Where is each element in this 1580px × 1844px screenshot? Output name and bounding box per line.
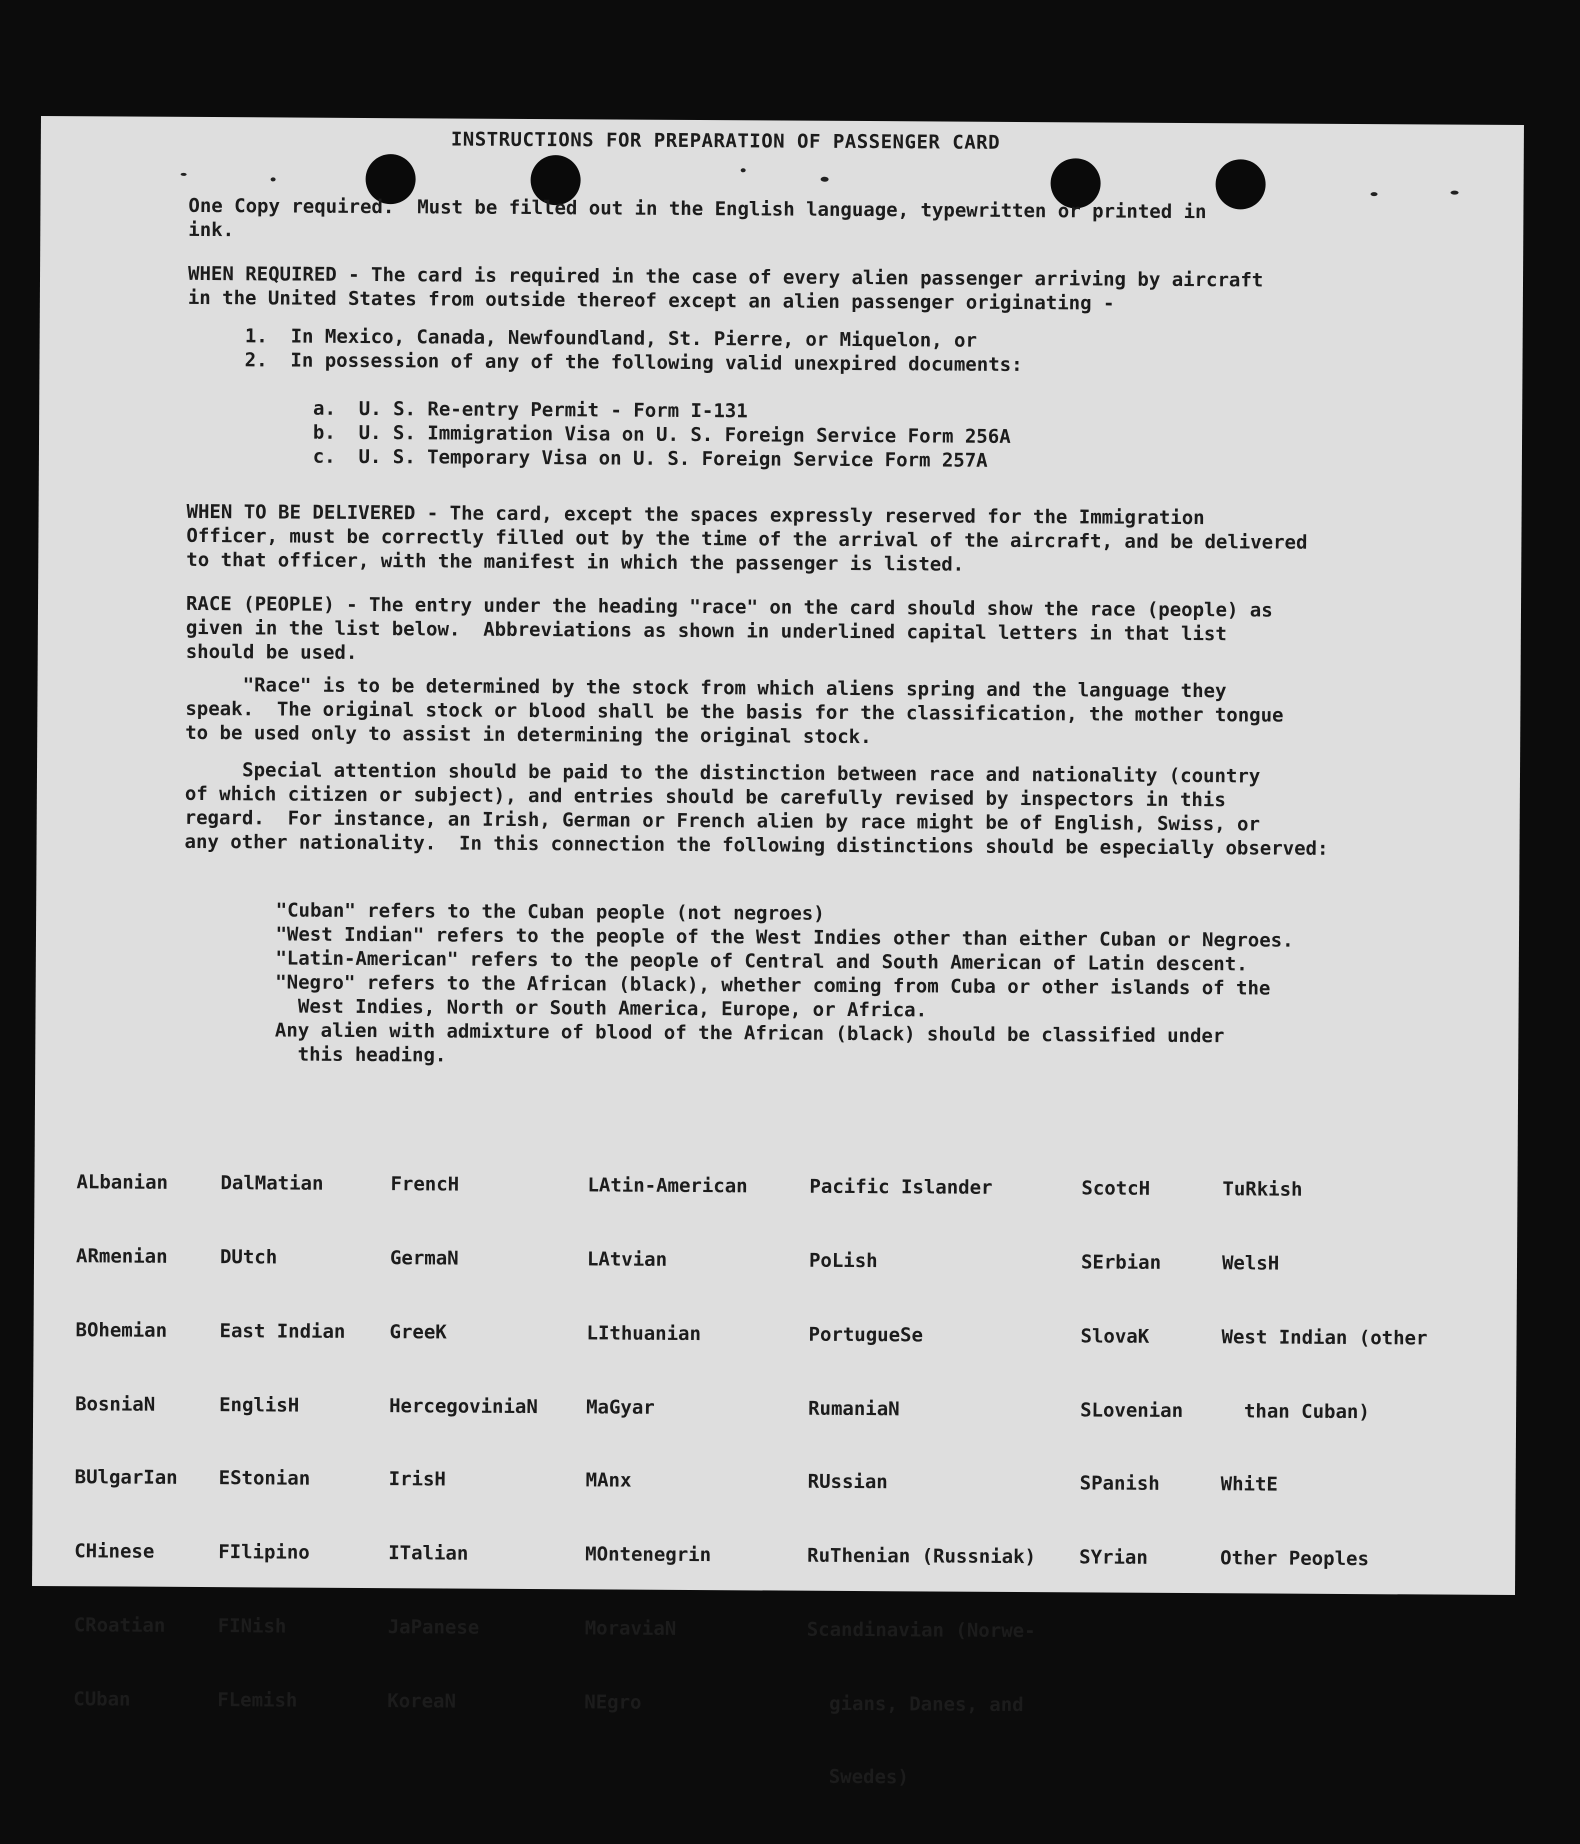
race-item: SErbian: [1080, 1251, 1162, 1274]
when-delivered-paragraph: WHEN TO BE DELIVERED - The card, except the spaces expressly reserved for the Immigration Officer, must be correctly filled out by the time of the arrival of the aircraft, and be delivered to that officer, with the manifest in which the passenger is listed.: [186, 500, 1308, 576]
race-item: WhitE: [1220, 1473, 1278, 1496]
race-item: HercegoviniaN: [389, 1394, 538, 1418]
race-item: GreeK: [389, 1320, 447, 1344]
race-item: PoLish: [808, 1249, 878, 1273]
origin-list: 1. In Mexico, Canada, Newfoundland, St. Pierre, or Miquelon, or 2. In possession of any of the following valid unexpired documents:: [187, 324, 1023, 377]
race-item: Other Peoples: [1220, 1547, 1369, 1571]
when-required-paragraph: WHEN REQUIRED - The card is required in the case of every alien passenger arriving by aircraft in the United States from outside thereof except an alien passenger originating -: [187, 262, 1264, 315]
race-item: PortugueSe: [808, 1323, 924, 1347]
distinctions-list: "Cuban" refers to the Cuban people (not negroes) "West Indian" refers to the people of the West Indies other than either Cuban or Negroes. "Latin-American" refers to the people of Central and South American of Latin descent. "Negro" refers to the African (black), whether coming from Cuba or other islands of the West Indies, North or South America, Europe, or Africa. Any alien with admixture of blood of the African (black) should be classified under this heading.: [183, 898, 1294, 1067]
race-item: MAnx: [585, 1469, 632, 1492]
race-item: East Indian: [219, 1319, 346, 1343]
race-item: CHinese: [74, 1540, 155, 1563]
race-item: CUban: [73, 1687, 131, 1711]
race-item: ALbanian: [76, 1171, 169, 1194]
race-item: LAtin-American: [587, 1174, 748, 1198]
race-item: West Indian (other: [1221, 1325, 1428, 1350]
race-item: EnglisH: [219, 1393, 300, 1417]
race-item: JaPanese: [387, 1616, 480, 1639]
race-item: MoraviaN: [584, 1617, 677, 1640]
race-item: ARmenian: [75, 1245, 168, 1268]
race-item: gians, Danes, and: [806, 1692, 1024, 1716]
race-item: DalMatian: [220, 1172, 324, 1195]
race-item: than Cuban): [1221, 1399, 1370, 1423]
page-title: INSTRUCTIONS FOR PREPARATION OF PASSENGER CARD: [450, 128, 1001, 154]
race-item: SPanish: [1079, 1472, 1160, 1496]
race-column-4: [584, 1124, 748, 1764]
document-list: a. U. S. Re-entry Permit - Form I-131 b. U. S. Immigration Visa on U. S. Foreign Service Form 256A c. U. S. Temporary Visa on U. S. Foreign Service Form 257A: [186, 396, 1011, 472]
race-item: Scandinavian (Norwe-: [806, 1618, 1036, 1642]
race-column-7: [1220, 1128, 1429, 1621]
race-item: IrisH: [388, 1468, 446, 1491]
race-item: Swedes): [805, 1766, 909, 1789]
race-item: NEgro: [584, 1691, 642, 1714]
race-item: EStonian: [218, 1467, 311, 1490]
race-column-6: [1079, 1127, 1185, 1619]
race-column-5: [805, 1126, 1038, 1841]
race-item: SlovaK: [1080, 1325, 1150, 1348]
speck: [1371, 192, 1378, 196]
race-item: FLemish: [217, 1688, 298, 1712]
race-item: KoreaN: [387, 1689, 457, 1713]
race-item: WelsH: [1221, 1252, 1280, 1275]
race-item: LIthuanian: [586, 1322, 702, 1345]
special-attention-paragraph: Special attention should be paid to the distinction between race and nationality (country of which citizen or subject), and entries should be carefully revised by inspectors in this regard. For instance, an Irish, German or French alien by race might be of English, Swiss, or any other nationality. In this connection the following distinctions should be especially observed:: [184, 758, 1329, 860]
race-item: BosniaN: [75, 1392, 156, 1416]
race-item: LAtvian: [586, 1248, 668, 1271]
race-column-1: [73, 1121, 180, 1761]
speck: [271, 177, 276, 181]
intro-paragraph: One Copy required. Must be filled out in the English language, typewritten or printed in ink.: [188, 194, 1207, 242]
race-item: FINish: [217, 1614, 287, 1638]
speck: [821, 177, 829, 182]
speck: [1451, 191, 1459, 195]
race-item: RuThenian (Russniak): [807, 1544, 1037, 1569]
race-item: SLovenian: [1080, 1398, 1184, 1422]
race-item: Pacific Islander: [809, 1175, 993, 1200]
race-column-3: [387, 1123, 540, 1763]
race-stock-paragraph: "Race" is to be determined by the stock from which aliens spring and the language they speak. The original stock or blood shall be the basis for the classification, the mother tongue to be used only to assist in determining the original stock.: [185, 673, 1284, 749]
race-item: MOntenegrin: [585, 1543, 712, 1567]
race-people-paragraph: RACE (PEOPLE) - The entry under the heading "race" on the card should show the race (people) as given in the list below. Abbreviations as shown in underlined capital letters in that list should be used.: [185, 592, 1273, 664]
race-item: ITalian: [388, 1542, 469, 1565]
race-item: FrencH: [390, 1173, 460, 1196]
race-item: TuRkish: [1222, 1178, 1303, 1201]
race-item: DUtch: [219, 1246, 278, 1269]
race-item: CRoatian: [73, 1614, 166, 1637]
race-item: RUssian: [807, 1471, 888, 1494]
speck: [741, 168, 746, 172]
race-item: MaGyar: [586, 1395, 655, 1419]
speck: [181, 173, 187, 176]
race-item: GermaN: [389, 1247, 459, 1270]
race-item: BOhemian: [75, 1318, 168, 1342]
race-item: BUlgarIan: [74, 1466, 178, 1490]
race-item: FIlipino: [218, 1541, 310, 1564]
race-item: RumaniaN: [808, 1397, 900, 1420]
race-item: ScotcH: [1081, 1177, 1151, 1200]
race-item: SYrian: [1079, 1546, 1148, 1569]
document-page: [32, 116, 1524, 1789]
race-column-2: [217, 1122, 347, 1762]
